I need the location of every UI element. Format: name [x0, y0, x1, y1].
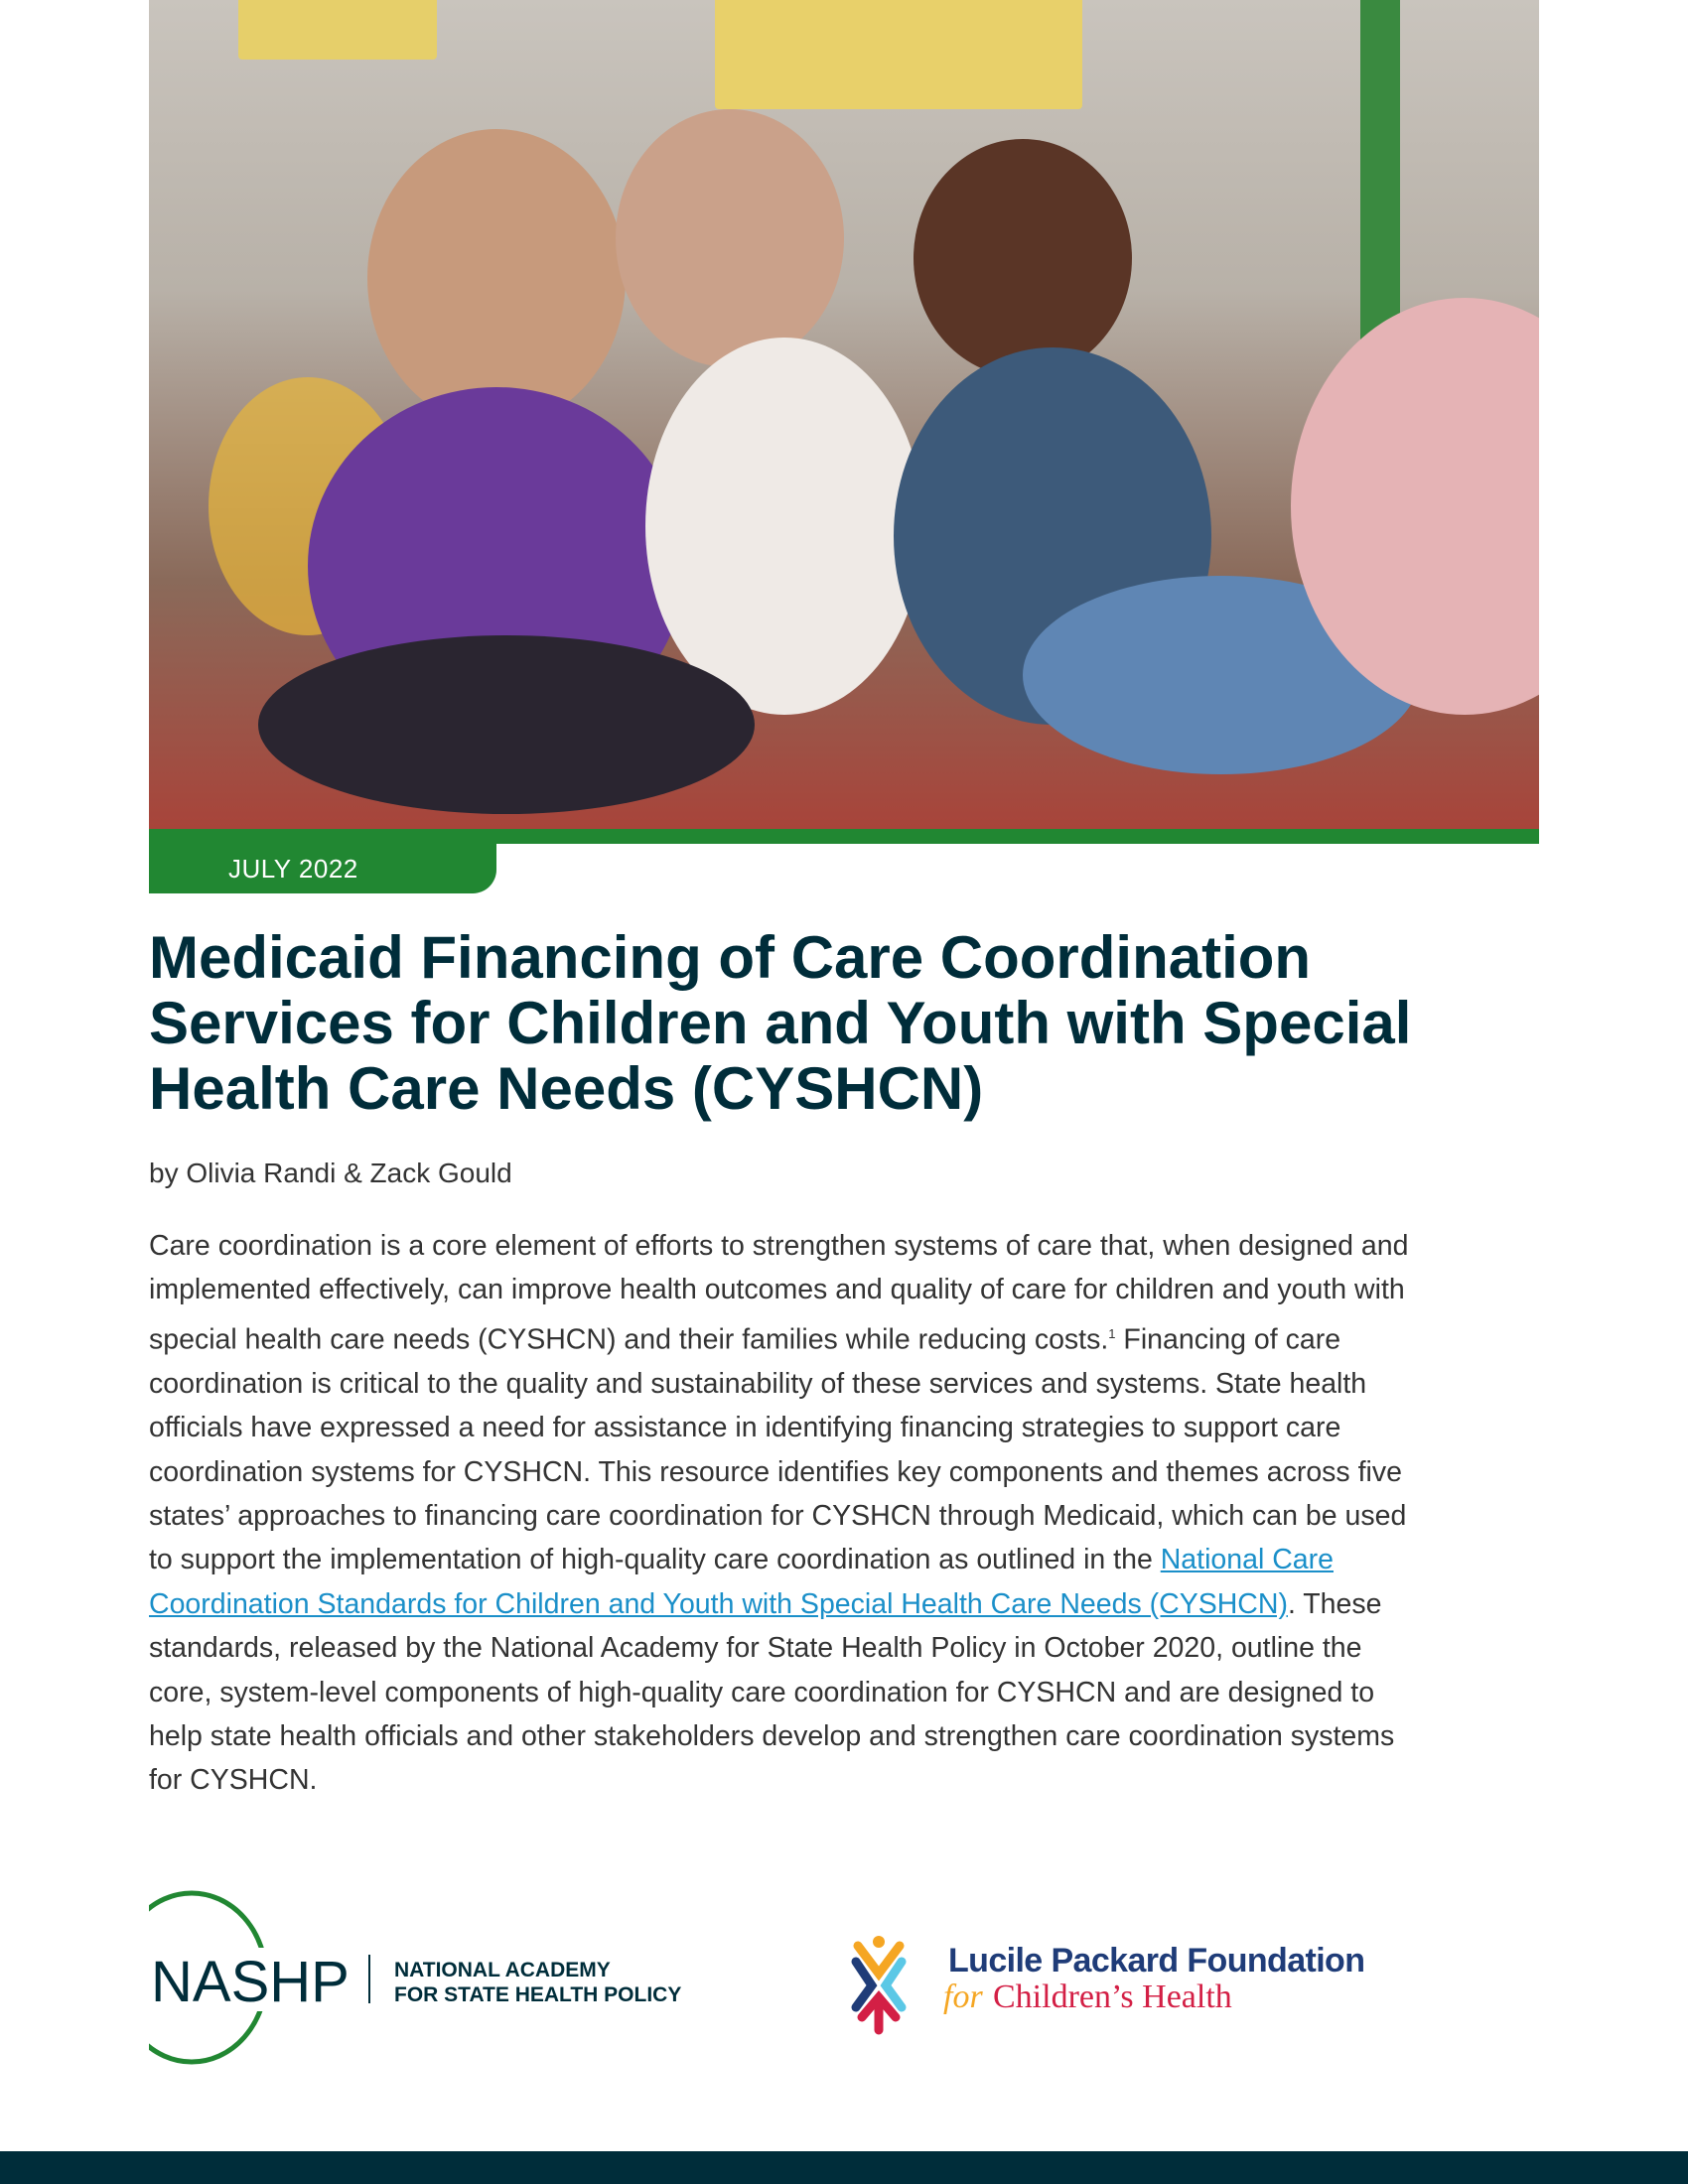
footnote-ref[interactable]: 1 — [1108, 1325, 1116, 1341]
body-text: Financing of care coordination is critical to the quality and sustainability of these services and systems. State health officials have expressed a need for assistance in identifying financing strategies to support care coordination systems for CYSHCN. This resource identifies key components and themes across five states’ approaches to financing care coordination for CYSHCN through Medicaid, which can be used to support the implementation of high-quality care coordination as outlined in the — [149, 1323, 1407, 1576]
footer-bar — [0, 2151, 1688, 2184]
body-text: . These standards, released by the National Academy for State Health Policy in October 2020, outline the core, system-level components of high-quality care coordination for CYSHCN and are designed to help state health officials and other stakeholders develop and strengthen care coordination systems for CYSHCN. — [149, 1587, 1395, 1797]
publication-date: JULY 2022 — [228, 854, 358, 884]
lpf-name-line1: Lucile Packard Foundation — [948, 1942, 1365, 1979]
intro-paragraph — [149, 1224, 1415, 1803]
document-title: Medicaid Financing of Care Coordination Services for Children and Youth with Special Health Care Needs (CYSHCN) — [149, 924, 1412, 1122]
body-text: Care coordination is a core element of efforts to strengthen systems of care that, when designed and implemented effectively, can improve health outcomes and quality of care for children and youth with special health care needs (CYSHCN) and their families while reducing costs. — [149, 1230, 1409, 1356]
lpf-for: for — [943, 1979, 983, 2015]
nashp-name-line1: NATIONAL ACADEMY — [394, 1959, 611, 1981]
cover-photo — [149, 0, 1539, 829]
standards-link[interactable]: National Care Coordination Standards for Children and Youth with Special Health Care Needs (CYSHCN) — [149, 1544, 1334, 1620]
nashp-name-line2: FOR STATE HEALTH POLICY — [394, 1983, 682, 2006]
nashp-logo — [149, 1890, 745, 2069]
lucile-packard-logo — [844, 1936, 1400, 2035]
accent-bar — [149, 829, 1539, 844]
lpf-emblem-icon — [856, 1936, 902, 2030]
nashp-mark: NASHP — [151, 1950, 350, 2014]
lpf-name-line2: Children’s Health — [993, 1979, 1232, 2015]
author-line: by Olivia Randi & Zack Gould — [149, 1158, 512, 1188]
date-tab — [149, 844, 496, 893]
